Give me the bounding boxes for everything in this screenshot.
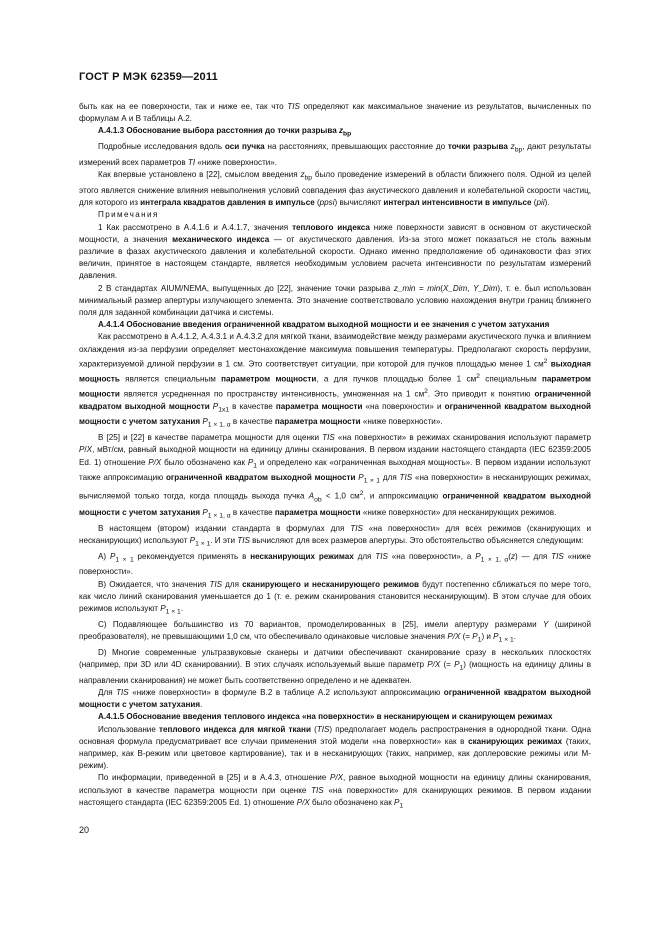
paragraph: 2 В стандартах AIUM/NEMA, выпущенных до [22], значение точки разрыва z_min = min(X_Dim, Y_Dim), т. е. был использован минимальный размер апертуры излучающего элемента. Это значение соответствовало условию нахождения внутри границ ближнего поля для заданной комбинации датчика и системы. bbox=[79, 283, 592, 318]
page-number: 20 bbox=[79, 825, 90, 835]
paragraph: По информации, приведенной в [25] и в А.4.3, отношение P/X, равное выходной мощности на единицу длины сканирования, используют в качестве параметра мощности при оценке TIS «на поверхности» для сканирующих режимов. В первом издании настоящего стандарта (IEC 62359:2005 Ed. 1) отношение P/X было обозначено как $P_1$ bbox=[79, 773, 591, 810]
paragraph: Использование теплового индекса для мягкой ткани (TIS) предполагает модель распространения в однородной ткани. Одна основная формула предусматривает все случаи применения этой модели «на поверхности» как в сканирующих режимах (таких, например, как В-режим или цветовое картирование), так и в несканирующих (таких, например, как доплеровские режимы или М-режим). bbox=[79, 724, 591, 771]
paragraph: быть как на ее поверхности, так и ниже ее, так что TIS определяют как максимальное значение из результатов, вычисленных по формулам А и В таблицы А.2. bbox=[79, 102, 591, 124]
section-heading: А.4.1.4 Обоснование введения ограниченной квадратом выходной мощности и ее значения с учетом затухания bbox=[98, 320, 550, 330]
paragraph: Как рассмотрено в А.4.1.2, А.4.3.1 и А.4.3.2 для мягкой ткани, взаимодействие между размерами акустического пучка и влиянием охлаждения из-за перфузии определяет местонахождение максимума повышения температуры. Предполагают скорость перфузии, характеризуемой длиной перфузии в 1 см. Это соответствует ситуации, при которой для пучков площадью менее 1 $см^2$ выходная мощность является специальным параметром мощности, а для пучков площадью более 1 $см^2$ специальным параметром мощности является усредненная по пространству интенсивность, умноженная на 1 $см^2$. Это приводит к понятию ограниченной квадратом выходной мощности $P_{1x1}$ в качестве параметра мощности «на поверхности» и ограниченной квадратом выходной мощности с учетом затухания $P_{1 \times 1, \alpha}$ в качестве параметра мощности «ниже поверхности». bbox=[79, 332, 591, 429]
page-header: ГОСТ Р МЭК 62359—2011 bbox=[79, 71, 218, 83]
paragraph: С) Подавляющее большинство из 70 вариантов, промоделированных в [25], имели апертуру размерами Y (шириной преобразователя), не превышающими 1,0 см, что обеспечивало одинаковые числовые значения P/X (= $P_1$) и $P_{1 \times 1}$. bbox=[79, 619, 591, 644]
paragraph: А) $P_{1 \times 1}$ рекомендуется применять в несканирующих режимах для TIS «на поверхности», а $P_{1 \times 1, \alpha}(z)$ — для TIS «ниже поверхности». bbox=[79, 551, 591, 577]
section-heading: А.4.1.5 Обоснование введения теплового индекса «на поверхности» в несканирующем и сканирующем режимах bbox=[98, 712, 553, 722]
paragraph: Как впервые установлено в [22], смыслом введения $z_{bp}$ было проведение измерений в области ближнего поля. Одной из целей этого является снижение влияния невыполнения условий совпадения фаз акустического давления и колебательной скорости частиц, для которого из интеграла квадратов давления в импульсе (ppsi) вычисляют интеграл интенсивности в импульсе (pii). bbox=[79, 170, 591, 208]
paragraph: В [25] и [22] в качестве параметра мощности для оценки TIS «на поверхности» в режимах сканирования используют параметр P/X, мВт/см, равный выходной мощности на единицу длины сканирования. В первом издании настоящего стандарта (IEC 62359:2005 Ed. 1) отношение P/X было обозначено как $P_1$ и определено как «ограниченная выходная мощность». В первом издании используют также аппроксимацию ограниченной квадратом выходной мощности $P_{1 \times 1}$ для TIS «на поверхности» в несканирующих режимах, вычисляемой только тогда, когда площадь выхода пучка $A_{ob} < 1,0$ $см^2$, и аппроксимацию ограниченной квадратом выходной мощности с учетом затухания $P_{1 \times 1, \alpha}$ в качестве параметра мощности «ниже поверхности» для несканирующих режимов. bbox=[79, 433, 592, 520]
paragraph: В настоящем (втором) издании стандарта в формулах для TIS «на поверхности» для всех режимов (сканирующих и несканирующих) используют $P_{1 \times 1}$. И эти TIS вычисляют для всех размеров апертуры. Это обстоятельство объясняется следующим: bbox=[79, 523, 591, 548]
paragraph: Для TIS «ниже поверхности» в формуле В.2 в таблице А.2 используют аппроксимацию ограниченной квадратом выходной мощности с учетом затухания. bbox=[79, 688, 592, 710]
paragraph: Подробные исследования вдоль оси пучка на расстояниях, превышающих расстояние до точки разрыва $z_{bp}$, дают результаты измерений всех параметров TI «ниже поверхности». bbox=[79, 142, 591, 168]
section-heading: А.4.1.3 Обоснование выбора расстояния до точки разрыва $z_{bp}$ bbox=[98, 126, 352, 139]
paragraph: В) Ожидается, что значения TIS для сканирующего и несканирующего режимов будут постепенно сближаться по мере того, как число линий сканирования уменьшается до 1 (т. е. режим сканирования становится несканирующим). В этом случае для обоих режимов используют $P_{1 \times 1}$. bbox=[79, 579, 592, 616]
paragraph: D) Многие современные ультразвуковые сканеры и датчики обеспечивают сканирование сразу в нескольких плоскостях (например, при 3D или 4D сканировании). В этих случаях используемый выше параметр P/X (= $P_1$) (мощность на единицу длины в направлении сканирования) не может быть соответственно определено и не адекватен. bbox=[79, 647, 591, 685]
paragraph: 1 Как рассмотрено в А.4.1.6 и А.4.1.7, значения теплового индекса ниже поверхности зависят в основном от акустической мощности, а значения механического индекса — от акустического давления. Из-за этого может показаться не столь важным различие в фазах акустического давления и колебательной скорости. Однако именно предположение об одинаковости фаз этих величин, принятое в настоящем стандарте, является необходимым условием расчета интенсивности по результатам измерений давления. bbox=[79, 222, 591, 281]
paragraph: Примечания bbox=[98, 210, 159, 220]
body-text bbox=[79, 101, 591, 813]
